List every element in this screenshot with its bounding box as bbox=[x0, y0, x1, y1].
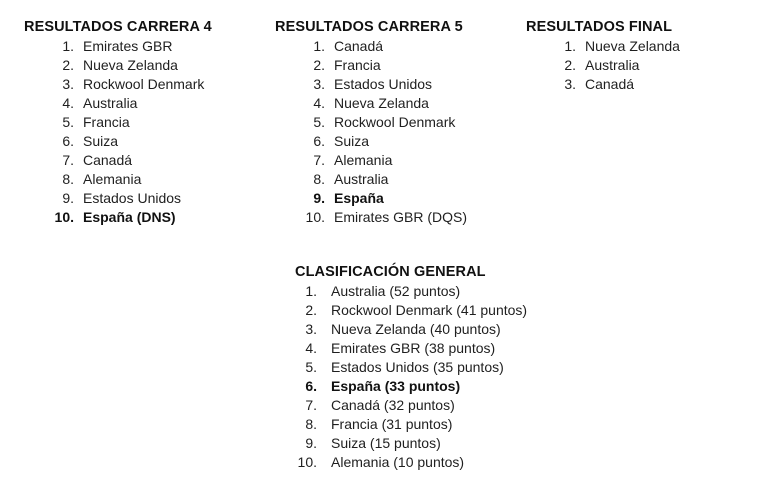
list-item bbox=[295, 282, 527, 301]
race-5-results bbox=[275, 18, 467, 227]
list-item-text: Suiza bbox=[83, 133, 119, 149]
list-item-number: 3. bbox=[62, 76, 74, 92]
list-item-text: Nueva Zelanda bbox=[83, 57, 178, 73]
list-item-text: Nueva Zelanda bbox=[585, 38, 680, 54]
list-item bbox=[295, 453, 527, 472]
list-item-text: Emirates GBR (38 puntos) bbox=[331, 340, 496, 356]
list-item-number: 6. bbox=[305, 378, 317, 394]
list-item bbox=[295, 396, 527, 415]
list-item bbox=[52, 113, 212, 132]
list-item-number: 1. bbox=[305, 283, 317, 299]
list-item-number: 3. bbox=[564, 76, 576, 92]
list-item-text: Alemania bbox=[83, 171, 142, 187]
list-item bbox=[295, 377, 527, 396]
list-item-number: 1. bbox=[62, 38, 74, 54]
list-item-text: Nueva Zelanda (40 puntos) bbox=[331, 321, 501, 337]
list-item-number: 1. bbox=[564, 38, 576, 54]
list-item-text: Suiza bbox=[334, 133, 370, 149]
list-item-number: 9. bbox=[313, 190, 325, 206]
list-item-text: Australia bbox=[334, 171, 389, 187]
list-item-number: 3. bbox=[313, 76, 325, 92]
list-item-text: Canadá bbox=[334, 38, 384, 54]
list-item-number: 8. bbox=[305, 416, 317, 432]
list-item-number: 7. bbox=[62, 152, 74, 168]
race-4-list bbox=[52, 37, 212, 227]
list-item-text: Emirates GBR bbox=[83, 38, 173, 54]
race-5-title: RESULTADOS CARRERA 5 bbox=[275, 19, 463, 35]
list-item bbox=[295, 358, 527, 377]
list-item-text: España bbox=[334, 190, 384, 206]
list-item bbox=[52, 151, 212, 170]
list-item-number: 5. bbox=[62, 114, 74, 130]
list-item bbox=[52, 56, 212, 75]
list-item-number: 1. bbox=[313, 38, 325, 54]
list-item bbox=[52, 189, 212, 208]
list-item bbox=[295, 301, 527, 320]
list-item-text: Suiza (15 puntos) bbox=[331, 435, 441, 451]
list-item-text: Estados Unidos (35 puntos) bbox=[331, 359, 504, 375]
list-item bbox=[303, 151, 467, 170]
race-5-list bbox=[303, 37, 467, 227]
list-item-text: España (DNS) bbox=[83, 209, 176, 225]
list-item-text: Rockwool Denmark bbox=[334, 114, 456, 130]
list-item-text: Francia bbox=[83, 114, 130, 130]
list-item-number: 2. bbox=[305, 302, 317, 318]
list-item bbox=[554, 75, 680, 94]
list-item-text: Nueva Zelanda bbox=[334, 95, 429, 111]
list-item bbox=[303, 208, 467, 227]
list-item-text: Australia (52 puntos) bbox=[331, 283, 461, 299]
list-item-text: Rockwool Denmark (41 puntos) bbox=[331, 302, 528, 318]
list-item-text: Australia bbox=[83, 95, 138, 111]
list-item-number: 2. bbox=[564, 57, 576, 73]
list-item-number: 9. bbox=[305, 435, 317, 451]
list-item-number: 8. bbox=[313, 171, 325, 187]
list-item bbox=[303, 113, 467, 132]
list-item bbox=[52, 170, 212, 189]
list-item bbox=[303, 170, 467, 189]
list-item-number: 2. bbox=[313, 57, 325, 73]
final-title: RESULTADOS FINAL bbox=[526, 19, 673, 35]
list-item-text: Rockwool Denmark bbox=[83, 76, 205, 92]
general-list bbox=[295, 282, 527, 472]
race-4-results bbox=[24, 18, 212, 227]
list-item bbox=[52, 94, 212, 113]
list-item bbox=[303, 132, 467, 151]
list-item-text: Francia bbox=[334, 57, 381, 73]
list-item-number: 4. bbox=[313, 95, 325, 111]
general-classification bbox=[295, 263, 527, 472]
list-item-number: 4. bbox=[62, 95, 74, 111]
list-item-number: 9. bbox=[62, 190, 74, 206]
list-item bbox=[554, 56, 680, 75]
list-item bbox=[554, 37, 680, 56]
list-item bbox=[295, 415, 527, 434]
list-item-text: Emirates GBR (DQS) bbox=[334, 209, 468, 225]
list-item bbox=[52, 208, 212, 227]
final-results bbox=[526, 18, 680, 94]
list-item-number: 10. bbox=[54, 209, 74, 225]
list-item bbox=[303, 37, 467, 56]
race-4-title: RESULTADOS CARRERA 4 bbox=[24, 19, 212, 35]
list-item bbox=[303, 75, 467, 94]
list-item-number: 7. bbox=[313, 152, 325, 168]
list-item bbox=[295, 339, 527, 358]
list-item-text: Alemania (10 puntos) bbox=[331, 454, 465, 470]
list-item-text: Australia bbox=[585, 57, 640, 73]
list-item bbox=[303, 56, 467, 75]
list-item-number: 3. bbox=[305, 321, 317, 337]
list-item-text: Alemania bbox=[334, 152, 393, 168]
list-item-number: 5. bbox=[313, 114, 325, 130]
list-item-number: 10. bbox=[305, 209, 325, 225]
list-item bbox=[52, 75, 212, 94]
list-item-text: Canadá bbox=[585, 76, 635, 92]
list-item-text: España (33 puntos) bbox=[331, 378, 461, 394]
list-item-number: 8. bbox=[62, 171, 74, 187]
list-item-text: Francia (31 puntos) bbox=[331, 416, 453, 432]
list-item bbox=[52, 132, 212, 151]
final-list bbox=[554, 37, 680, 94]
general-title: CLASIFICACIÓN GENERAL bbox=[295, 264, 486, 280]
list-item bbox=[52, 37, 212, 56]
list-item bbox=[295, 434, 527, 453]
list-item-number: 6. bbox=[62, 133, 74, 149]
list-item-text: Estados Unidos bbox=[334, 76, 433, 92]
list-item-text: Estados Unidos bbox=[83, 190, 182, 206]
list-item-number: 7. bbox=[305, 397, 317, 413]
list-item bbox=[295, 320, 527, 339]
list-item bbox=[303, 189, 467, 208]
list-item-text: Canadá bbox=[83, 152, 133, 168]
list-item-number: 10. bbox=[297, 454, 317, 470]
list-item-number: 2. bbox=[62, 57, 74, 73]
list-item-text: Canadá (32 puntos) bbox=[331, 397, 455, 413]
list-item bbox=[303, 94, 467, 113]
list-item-number: 5. bbox=[305, 359, 317, 375]
list-item-number: 6. bbox=[313, 133, 325, 149]
list-item-number: 4. bbox=[305, 340, 317, 356]
